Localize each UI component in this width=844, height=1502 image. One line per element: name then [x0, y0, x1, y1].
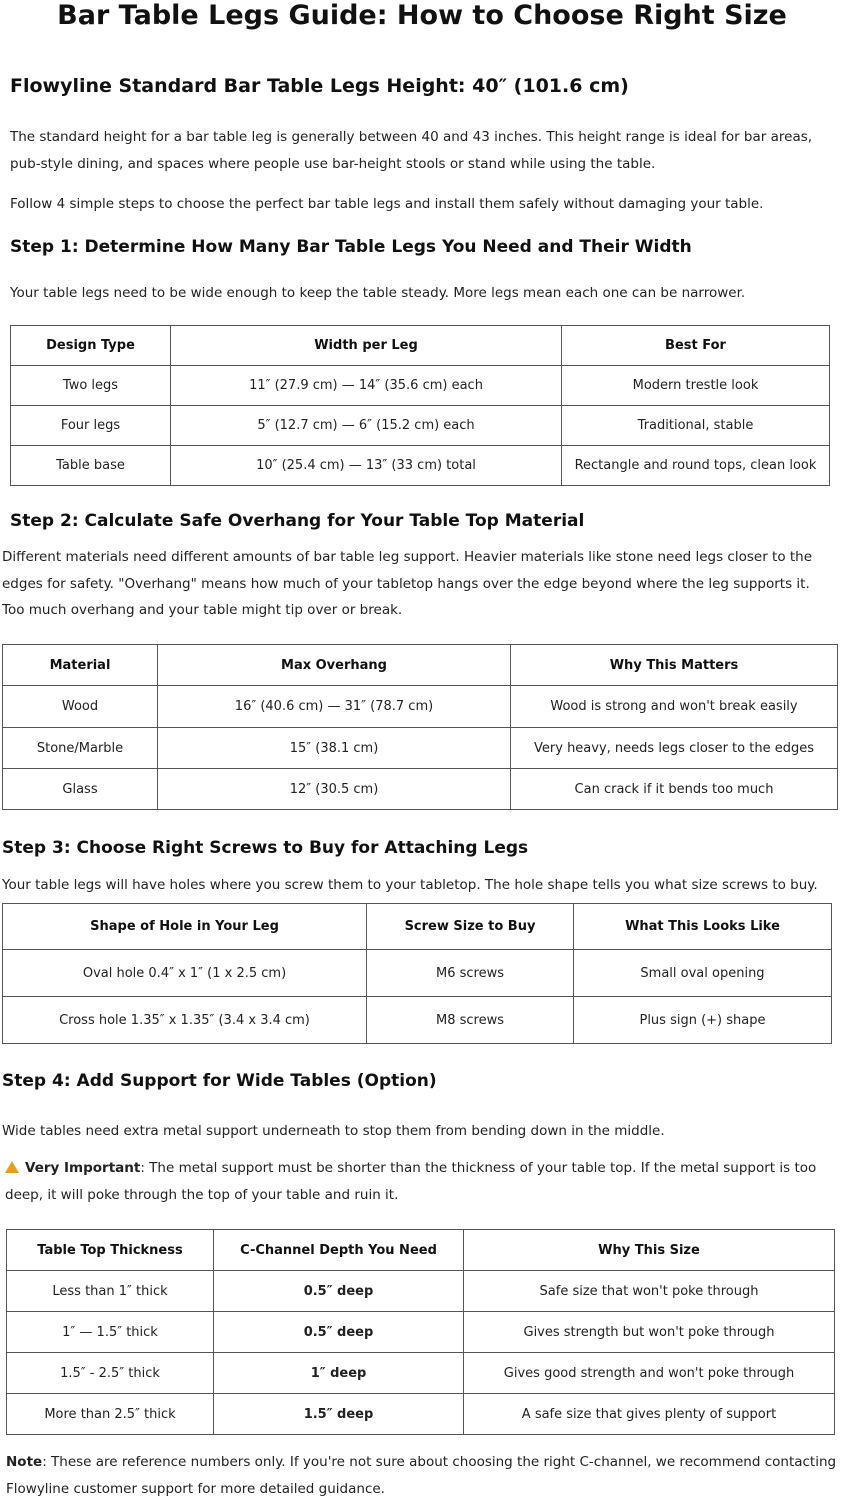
table-header: Why This Matters — [511, 645, 838, 686]
table-cell: More than 2.5″ thick — [7, 1394, 214, 1435]
table-cell: M8 screws — [367, 997, 574, 1044]
note-paragraph — [6, 1449, 842, 1502]
table-cell: Modern trestle look — [562, 366, 830, 406]
table-row — [3, 950, 832, 997]
table-cell: 1.5″ deep — [214, 1394, 464, 1435]
overhang-table — [2, 644, 838, 810]
table-cell: 0.5″ deep — [214, 1271, 464, 1312]
step3-text: Your table legs will have holes where you screw them to your tabletop. The hole shape tells you what size screws to buy. — [2, 877, 818, 893]
table-header: Best For — [562, 326, 830, 366]
table-cell: Glass — [3, 769, 158, 810]
table-header: Material — [3, 645, 158, 686]
table-header: Max Overhang — [158, 645, 511, 686]
table-cell: Oval hole 0.4″ x 1″ (1 x 2.5 cm) — [3, 950, 367, 997]
step4-text: Wide tables need extra metal support underneath to stop them from bending down in the middle. — [2, 1123, 665, 1139]
table-cell: 0.5″ deep — [214, 1312, 464, 1353]
table-row — [11, 446, 830, 486]
warning-triangle-icon — [5, 1161, 19, 1173]
step1-text: Your table legs need to be wide enough to keep the table steady. More legs mean each one can be narrower. — [10, 285, 746, 301]
table-header: C-Channel Depth You Need — [214, 1230, 464, 1271]
step4-heading: Step 4: Add Support for Wide Tables (Option) — [2, 1071, 437, 1091]
table-row — [7, 1353, 835, 1394]
table-row — [3, 686, 838, 728]
table-cell: Rectangle and round tops, clean look — [562, 446, 830, 486]
table-row — [7, 1312, 835, 1353]
table-cell: Can crack if it bends too much — [511, 769, 838, 810]
table-cell: Four legs — [11, 406, 171, 446]
warning-paragraph — [5, 1155, 835, 1208]
table-cell: Gives good strength and won't poke through — [464, 1353, 835, 1394]
table-cell: Very heavy, needs legs closer to the edges — [511, 728, 838, 769]
table-row — [7, 1271, 835, 1312]
table-row — [3, 997, 832, 1044]
table-header: Table Top Thickness — [7, 1230, 214, 1271]
leg-width-table — [10, 325, 830, 486]
table-cell: Less than 1″ thick — [7, 1271, 214, 1312]
table-cell: 12″ (30.5 cm) — [158, 769, 511, 810]
intro-paragraph: The standard height for a bar table leg is generally between 40 and 43 inches. This height range is ideal for bar areas, pub-style dining, and spaces where people use bar-height stools or stand while using the table. — [10, 129, 813, 172]
table-cell: Traditional, stable — [562, 406, 830, 446]
table-cell: Plus sign (+) shape — [574, 997, 832, 1044]
table-row — [7, 1394, 835, 1435]
table-cell: 16″ (40.6 cm) — 31″ (78.7 cm) — [158, 686, 511, 728]
table-cell: Wood is strong and won't break easily — [511, 686, 838, 728]
table-row — [3, 728, 838, 769]
note-label: Note — [6, 1454, 43, 1470]
intro-steps-paragraph: Follow 4 simple steps to choose the perfect bar table legs and install them safely without damaging your table. — [10, 196, 764, 212]
table-cell: 1.5″ - 2.5″ thick — [7, 1353, 214, 1394]
table-cell: A safe size that gives plenty of support — [464, 1394, 835, 1435]
table-header: Screw Size to Buy — [367, 904, 574, 950]
table-header: Shape of Hole in Your Leg — [3, 904, 367, 950]
table-header: Design Type — [11, 326, 171, 366]
table-cell: Stone/Marble — [3, 728, 158, 769]
table-cell: 1″ — 1.5″ thick — [7, 1312, 214, 1353]
table-cell: Safe size that won't poke through — [464, 1271, 835, 1312]
table-row — [3, 769, 838, 810]
step2-heading: Step 2: Calculate Safe Overhang for Your Table Top Material — [10, 511, 585, 531]
table-cell: Cross hole 1.35″ x 1.35″ (3.4 x 3.4 cm) — [3, 997, 367, 1044]
table-row — [11, 406, 830, 446]
page-title: Bar Table Legs Guide: How to Choose Right Size — [57, 0, 787, 31]
table-cell: 5″ (12.7 cm) — 6″ (15.2 cm) each — [171, 406, 562, 446]
table-cell: Wood — [3, 686, 158, 728]
warning-text: : The metal support must be shorter than the thickness of your table top. If the metal support is too deep, it will poke through the top of your table and ruin it. — [5, 1160, 817, 1203]
table-cell: 11″ (27.9 cm) — 14″ (35.6 cm) each — [171, 366, 562, 406]
table-cell: Two legs — [11, 366, 171, 406]
section-subtitle: Flowyline Standard Bar Table Legs Height: 40″ (101.6 cm) — [10, 75, 629, 97]
table-cell: M6 screws — [367, 950, 574, 997]
c-channel-table — [6, 1229, 835, 1435]
table-header: Why This Size — [464, 1230, 835, 1271]
warning-label: Very Important — [25, 1160, 141, 1176]
screw-size-table — [2, 903, 832, 1044]
table-cell: 1″ deep — [214, 1353, 464, 1394]
note-text: : These are reference numbers only. If you're not sure about choosing the right C-channel, we recommend contacting Flowyline customer support for more detailed guidance. — [6, 1454, 837, 1497]
table-cell: 10″ (25.4 cm) — 13″ (33 cm) total — [171, 446, 562, 486]
table-cell: Table base — [11, 446, 171, 486]
step1-heading: Step 1: Determine How Many Bar Table Legs You Need and Their Width — [10, 237, 692, 257]
table-header: Width per Leg — [171, 326, 562, 366]
table-row — [11, 366, 830, 406]
table-cell: 15″ (38.1 cm) — [158, 728, 511, 769]
step2-text: Different materials need different amounts of bar table leg support. Heavier materials like stone need legs closer to the edges for safety. "Overhang" means how much of your tabletop hangs over the edge beyond where the leg supports it. Too much overhang and your table might tip over or break. — [2, 549, 813, 618]
table-header: What This Looks Like — [574, 904, 832, 950]
step3-heading: Step 3: Choose Right Screws to Buy for Attaching Legs — [2, 838, 529, 858]
table-cell: Small oval opening — [574, 950, 832, 997]
table-cell: Gives strength but won't poke through — [464, 1312, 835, 1353]
